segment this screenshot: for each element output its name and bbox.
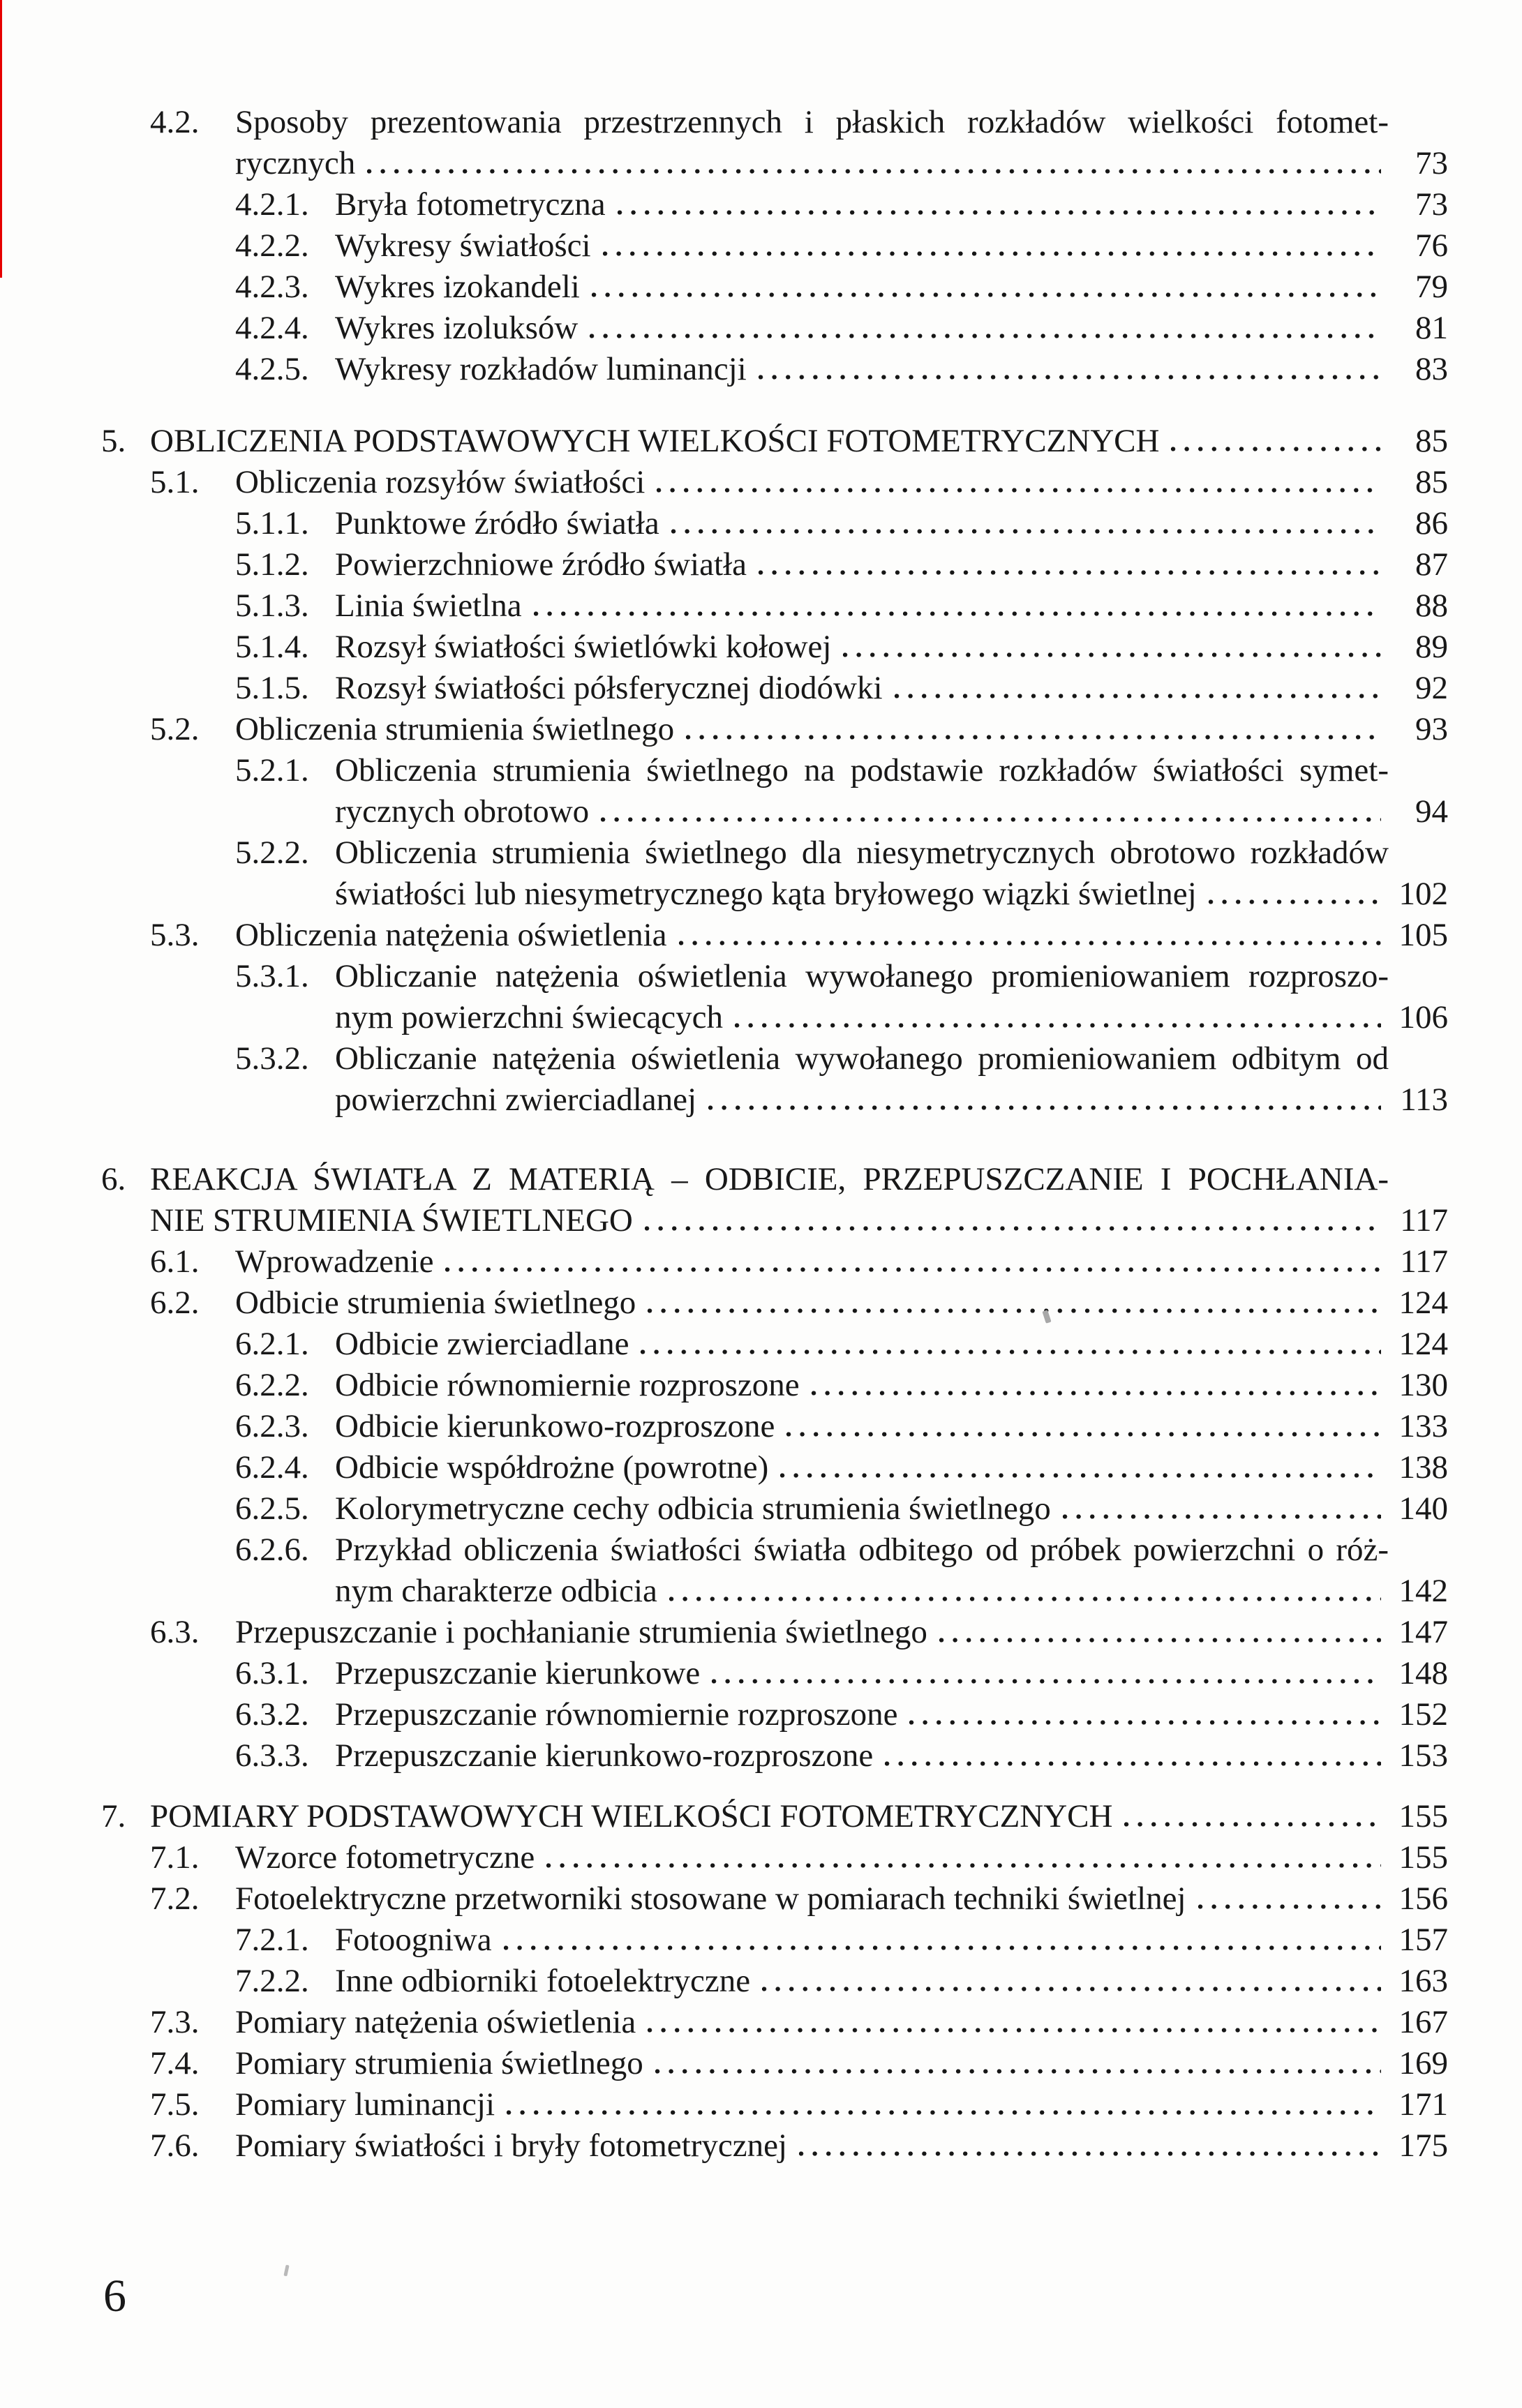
toc-entry-line — [0, 1920, 1522, 1961]
dot-leader — [909, 1720, 1381, 1725]
toc-entry-line — [0, 668, 1522, 709]
toc-entry-line — [0, 1241, 1522, 1282]
toc-entry-number: 4.2.1. — [235, 186, 309, 223]
toc-entry-number: 7.4. — [150, 2045, 200, 2081]
toc-entry-number: 6. — [101, 1161, 126, 1197]
toc-entry-line — [0, 503, 1522, 544]
toc-entry-title: Przepuszczanie kierunkowo-rozproszone — [335, 1737, 874, 1774]
toc-entry-title: Punktowe źródło światła — [335, 505, 659, 541]
toc-entry-line — [0, 184, 1522, 225]
toc-entry-number: 5.3. — [150, 917, 200, 953]
toc-entry-number: 7.1. — [150, 1839, 200, 1876]
toc-entry-title: Wykresy światłości — [335, 227, 591, 264]
dot-leader — [734, 1023, 1381, 1028]
toc-entry-title: Kolorymetryczne cechy odbicia strumienia świetlnego — [335, 1490, 1051, 1527]
toc-entry-title: Pomiary strumienia świetlnego — [235, 2045, 643, 2081]
dot-leader — [939, 1638, 1381, 1643]
toc-entry-line — [0, 349, 1522, 390]
dot-leader — [655, 2069, 1381, 2074]
toc-entry-line — [0, 1200, 1522, 1241]
dot-leader — [656, 488, 1381, 493]
dot-leader — [671, 529, 1381, 534]
toc-entry-title: Obliczanie natężenia oświetlenia wywołanego promieniowaniem odbitym od — [335, 1040, 1389, 1077]
dot-leader — [798, 2151, 1381, 2156]
toc-entry-line — [0, 267, 1522, 308]
toc-entry-title: Bryła fotometryczna — [335, 186, 606, 223]
toc-entry-number: 6.2.6. — [235, 1532, 309, 1568]
toc-entry-page: 88 — [1415, 588, 1448, 624]
toc-entry-line — [0, 1878, 1522, 1920]
toc-entry-title: Obliczanie natężenia oświetlenia wywołanego promieniowaniem rozproszo- — [335, 958, 1389, 994]
toc-entry-number: 7.2.2. — [235, 1963, 309, 1999]
dot-leader — [533, 611, 1381, 616]
toc-entry-page: 140 — [1398, 1490, 1448, 1527]
dot-leader — [669, 1596, 1381, 1601]
toc-section — [0, 421, 1522, 1121]
toc-entry-line — [0, 997, 1522, 1038]
toc-entry-page: 133 — [1398, 1408, 1448, 1444]
toc-entry-number: 6.2.5. — [235, 1490, 309, 1527]
toc-entry-page: 83 — [1415, 351, 1448, 387]
toc-entry-page: 81 — [1415, 310, 1448, 346]
toc-entry-page: 89 — [1415, 629, 1448, 665]
toc-entry-number: 7.2. — [150, 1880, 200, 1917]
toc-entry-title: nym powierzchni świecących — [335, 999, 723, 1035]
dot-leader — [758, 570, 1381, 575]
dot-leader — [811, 1391, 1381, 1396]
dot-leader — [445, 1267, 1381, 1272]
toc-entry-number: 7. — [101, 1798, 126, 1834]
dot-leader — [644, 1226, 1381, 1231]
toc-entry-line — [0, 627, 1522, 668]
toc-entry-number: 6.1. — [150, 1243, 200, 1280]
toc-entry-page: 169 — [1398, 2045, 1448, 2081]
toc-entry-page: 153 — [1398, 1737, 1448, 1774]
toc-entry-number: 4.2.2. — [235, 227, 309, 264]
toc-entry-title: Wzorce fotometryczne — [235, 1839, 535, 1876]
toc-entry-number: 4.2.4. — [235, 310, 309, 346]
toc-entry-title: Pomiary światłości i bryły fotometrycznej — [235, 2127, 787, 2164]
toc-entry-page: 106 — [1398, 999, 1448, 1035]
toc-entry-page: 76 — [1415, 227, 1448, 264]
toc-entry-line — [0, 956, 1522, 997]
toc-entry-line — [0, 750, 1522, 791]
toc-entry-number: 5.1.4. — [235, 629, 309, 665]
toc-entry-number: 7.6. — [150, 2127, 200, 2164]
toc-entry-page: 167 — [1398, 2004, 1448, 2040]
toc-entry-line — [0, 1324, 1522, 1365]
toc-entry-number: 5. — [101, 423, 126, 459]
toc-entry-line — [0, 791, 1522, 832]
toc-entry-line — [0, 1612, 1522, 1653]
dot-leader — [761, 1987, 1381, 1991]
toc-entry-title: Pomiary luminancji — [235, 2086, 495, 2123]
toc-entry-page: 86 — [1415, 505, 1448, 541]
dot-leader — [591, 292, 1381, 297]
toc-entry-line — [0, 1653, 1522, 1694]
dot-leader — [546, 1863, 1381, 1868]
page-number: 6 — [103, 2271, 126, 2321]
toc-entry-title: Fotoelektryczne przetworniki stosowane w pomiarach techniki świetlnej — [235, 1880, 1186, 1917]
toc-entry-page: 157 — [1398, 1922, 1448, 1958]
dot-leader — [1198, 1904, 1381, 1909]
toc-entry-line — [0, 1530, 1522, 1571]
dot-leader — [894, 694, 1382, 698]
dot-leader — [758, 375, 1381, 380]
toc-entry-number: 4.2. — [150, 104, 200, 140]
toc-entry-title: Odbicie równomiernie rozproszone — [335, 1367, 800, 1403]
toc-entry-number: 5.1.2. — [235, 546, 309, 583]
toc-entry-page: 148 — [1398, 1655, 1448, 1691]
toc-entry-title: rycznych obrotowo — [335, 793, 590, 830]
toc-entry-page: 163 — [1398, 1963, 1448, 1999]
toc-entry-number: 5.2.1. — [235, 752, 309, 788]
toc-entry-title: Powierzchniowe źródło światła — [335, 546, 747, 583]
toc-entry-line — [0, 1571, 1522, 1612]
toc-entry-title: Rozsył światłości świetlówki kołowej — [335, 629, 832, 665]
toc-entry-line — [0, 225, 1522, 267]
toc-entry-number: 6.3.2. — [235, 1696, 309, 1733]
toc-entry-line — [0, 308, 1522, 349]
toc-entry-page: 113 — [1400, 1082, 1448, 1118]
toc-entry-line — [0, 1837, 1522, 1878]
dot-leader — [589, 334, 1381, 338]
toc-entry-page: 147 — [1398, 1614, 1448, 1650]
toc-entry-line — [0, 1406, 1522, 1447]
dot-leader — [708, 1105, 1381, 1110]
dot-leader — [617, 210, 1381, 215]
toc-entry-line — [0, 544, 1522, 585]
toc-entry-line — [0, 1447, 1522, 1488]
toc-entry-line — [0, 1961, 1522, 2002]
toc-entry-number: 5.3.2. — [235, 1040, 309, 1077]
toc-entry-number: 6.3.3. — [235, 1737, 309, 1774]
toc-entry-title: Odbicie zwierciadlane — [335, 1326, 629, 1362]
toc-entry-number: 5.1.3. — [235, 588, 309, 624]
toc-entry-title: Pomiary natężenia oświetlenia — [235, 2004, 636, 2040]
toc-entry-number: 6.3.1. — [235, 1655, 309, 1691]
toc-entry-number: 6.2.3. — [235, 1408, 309, 1444]
toc-entry-line — [0, 874, 1522, 915]
toc-entry-number: 5.2.2. — [235, 835, 309, 871]
toc-entry-number: 5.1. — [150, 464, 200, 500]
toc-entry-title: REAKCJA ŚWIATŁA Z MATERIĄ – ODBICIE, PRZEPUSZCZANIE I POCHŁANIA- — [150, 1161, 1389, 1197]
toc-entry-number: 6.2.4. — [235, 1449, 309, 1486]
toc-entry-page: 175 — [1398, 2127, 1448, 2164]
toc-entry-title: Przepuszczanie równomiernie rozproszone — [335, 1696, 898, 1733]
toc-entry-page: 85 — [1415, 423, 1448, 459]
toc-entry-title: Linia świetlna — [335, 588, 522, 624]
toc-entry-line — [0, 1735, 1522, 1777]
dot-leader — [779, 1473, 1381, 1478]
dot-leader — [602, 251, 1381, 256]
toc-entry-line — [0, 1079, 1522, 1121]
dot-leader — [1124, 1822, 1381, 1827]
toc-section — [0, 1796, 1522, 2167]
toc-entry-line — [0, 832, 1522, 874]
toc-entry-title: Obliczenia rozsyłów światłości — [235, 464, 646, 500]
toc-entry-line — [0, 1694, 1522, 1735]
dot-leader — [640, 1349, 1381, 1354]
toc-entry-line — [0, 1365, 1522, 1406]
toc-entry-page: 79 — [1415, 269, 1448, 305]
toc-entry-page: 142 — [1398, 1573, 1448, 1609]
toc-entry-line — [0, 2084, 1522, 2125]
toc-entry-page: 87 — [1415, 546, 1448, 583]
toc-entry-page: 94 — [1415, 793, 1448, 830]
toc-entry-page: 85 — [1415, 464, 1448, 500]
toc-entry-number: 6.2.2. — [235, 1367, 309, 1403]
dot-leader — [506, 2110, 1381, 2115]
dot-leader — [678, 941, 1381, 945]
toc-entry-page: 73 — [1415, 145, 1448, 181]
toc-entry-page: 124 — [1398, 1326, 1448, 1362]
toc-section — [0, 1159, 1522, 1777]
scan-speck — [283, 2265, 289, 2277]
dot-leader — [503, 1945, 1381, 1950]
toc-entry-page: 152 — [1398, 1696, 1448, 1733]
dot-leader — [1170, 447, 1381, 451]
toc-entry-title: Obliczenia strumienia świetlnego — [235, 711, 675, 747]
toc-entry-title: Wprowadzenie — [235, 1243, 434, 1280]
toc-entry-number: 7.3. — [150, 2004, 200, 2040]
toc-entry-title: rycznych — [235, 145, 356, 181]
toc-entry-line — [0, 1488, 1522, 1530]
toc-entry-page: 117 — [1400, 1202, 1448, 1239]
toc-entry-line — [0, 709, 1522, 750]
toc-entry-line — [0, 2002, 1522, 2043]
toc-entry-number: 5.2. — [150, 711, 200, 747]
dot-leader — [366, 169, 1381, 174]
toc-entry-page: 117 — [1400, 1243, 1448, 1280]
toc-entry-title: POMIARY PODSTAWOWYCH WIELKOŚCI FOTOMETRYCZNYCH — [150, 1798, 1113, 1834]
toc-entry-title: Przykład obliczenia światłości światła odbitego od próbek powierzchni o róż- — [335, 1532, 1389, 1568]
dot-leader — [1062, 1514, 1381, 1519]
dot-leader — [1208, 899, 1381, 904]
toc-entry-title: OBLICZENIA PODSTAWOWYCH WIELKOŚCI FOTOMETRYCZNYCH — [150, 423, 1160, 459]
toc-entry-page: 155 — [1398, 1798, 1448, 1834]
toc-entry-number: 7.5. — [150, 2086, 200, 2123]
toc-entry-number: 5.3.1. — [235, 958, 309, 994]
table-of-contents — [0, 102, 1522, 2167]
toc-entry-title: Inne odbiorniki fotoelektryczne — [335, 1963, 751, 1999]
dot-leader — [600, 817, 1381, 822]
toc-entry-title: Odbicie kierunkowo-rozproszone — [335, 1408, 775, 1444]
toc-entry-title: Wykres izoluksów — [335, 310, 579, 346]
toc-entry-page: 73 — [1415, 186, 1448, 223]
toc-entry-title: Odbicie współdrożne (powrotne) — [335, 1449, 769, 1486]
toc-entry-title: Wykres izokandeli — [335, 269, 580, 305]
dot-leader — [786, 1432, 1381, 1437]
toc-entry-title: NIE STRUMIENIA ŚWIETLNEGO — [150, 1202, 633, 1239]
toc-entry-number: 6.2. — [150, 1285, 200, 1321]
toc-entry-title: Wykresy rozkładów luminancji — [335, 351, 747, 387]
toc-entry-line — [0, 915, 1522, 956]
toc-entry-line — [0, 421, 1522, 462]
dot-leader — [711, 1679, 1381, 1684]
toc-entry-line — [0, 2043, 1522, 2084]
toc-entry-line — [0, 462, 1522, 503]
toc-section — [0, 102, 1522, 390]
toc-entry-line — [0, 1038, 1522, 1079]
toc-entry-number: 4.2.3. — [235, 269, 309, 305]
toc-entry-number: 5.1.5. — [235, 670, 309, 706]
toc-entry-line — [0, 585, 1522, 627]
toc-entry-title: Odbicie strumienia świetlnego — [235, 1285, 636, 1321]
toc-entry-title: Sposoby prezentowania przestrzennych i płaskich rozkładów wielkości fotomet- — [235, 104, 1389, 140]
toc-entry-page: 105 — [1398, 917, 1448, 953]
toc-entry-title: Przepuszczanie i pochłanianie strumienia świetlnego — [235, 1614, 927, 1650]
toc-entry-number: 6.3. — [150, 1614, 200, 1650]
toc-entry-page: 156 — [1398, 1880, 1448, 1917]
toc-entry-page: 155 — [1398, 1839, 1448, 1876]
dot-leader — [842, 652, 1381, 657]
dot-leader — [647, 1308, 1381, 1313]
toc-entry-line — [0, 1796, 1522, 1837]
dot-leader — [685, 735, 1381, 740]
toc-entry-title: powierzchni zwierciadlanej — [335, 1082, 697, 1118]
toc-entry-line — [0, 1159, 1522, 1200]
toc-entry-title: Rozsył światłości półsferycznej diodówki — [335, 670, 883, 706]
toc-entry-page: 138 — [1398, 1449, 1448, 1486]
toc-entry-page: 130 — [1398, 1367, 1448, 1403]
toc-entry-line — [0, 2125, 1522, 2167]
toc-entry-title: światłości lub niesymetrycznego kąta bryłowego wiązki świetlnej — [335, 876, 1197, 912]
toc-entry-page: 93 — [1415, 711, 1448, 747]
toc-entry-number: 5.1.1. — [235, 505, 309, 541]
dot-leader — [647, 2028, 1381, 2033]
toc-entry-line — [0, 102, 1522, 143]
toc-entry-title: Obliczenia strumienia świetlnego dla niesymetrycznych obrotowo rozkładów — [335, 835, 1389, 871]
toc-entry-title: Obliczenia natężenia oświetlenia — [235, 917, 667, 953]
toc-entry-title: Fotoogniwa — [335, 1922, 492, 1958]
toc-entry-page: 92 — [1415, 670, 1448, 706]
toc-entry-number: 6.2.1. — [235, 1326, 309, 1362]
toc-entry-title: Obliczenia strumienia świetlnego na podstawie rozkładów światłości symet- — [335, 752, 1389, 788]
toc-entry-page: 171 — [1398, 2086, 1448, 2123]
toc-entry-title: nym charakterze odbicia — [335, 1573, 657, 1609]
toc-entry-page: 102 — [1398, 876, 1448, 912]
toc-entry-line — [0, 143, 1522, 184]
toc-entry-title: Przepuszczanie kierunkowe — [335, 1655, 701, 1691]
toc-entry-line — [0, 1282, 1522, 1324]
toc-entry-page: 124 — [1398, 1285, 1448, 1321]
dot-leader — [884, 1761, 1381, 1766]
toc-entry-number: 7.2.1. — [235, 1922, 309, 1958]
toc-entry-number: 4.2.5. — [235, 351, 309, 387]
